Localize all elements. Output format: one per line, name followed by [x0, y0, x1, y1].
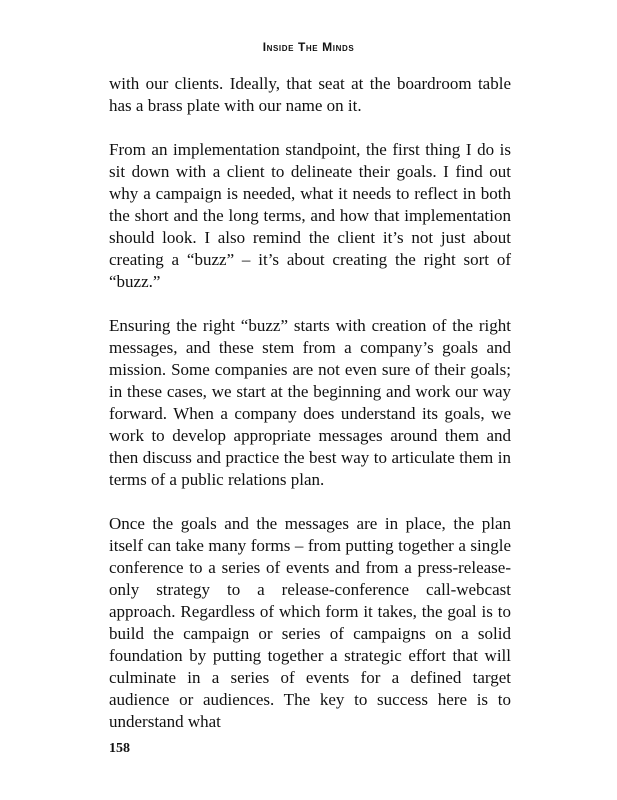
paragraph-3: Ensuring the right “buzz” starts with creation of the right messages, and these stem from a company’s goals and mission. Some companies are not even sure of their goals; in these cases, we start at the beginning and work our way forward. When a company does understand its goals, we work to develop appropriate messages around them and then discuss and practice the best way to articulate them in terms of a public relations plan.	[109, 316, 511, 489]
paragraph-2: From an implementation standpoint, the first thing I do is sit down with a client to delineate their goals. I find out why a campaign is needed, what it needs to reflect in both the short and the long terms, and how that implementation should look. I also remind the client it’s not just about creating a “buzz” – it’s about creating the right sort of “buzz.”	[109, 140, 511, 291]
paragraph-1: with our clients. Ideally, that seat at the boardroom table has a brass plate with our name on it.	[109, 74, 511, 115]
page-number: 158	[109, 741, 130, 756]
paragraph-4: Once the goals and the messages are in place, the plan itself can take many forms – from putting together a single conference to a series of events and from a press-release-only strategy to a release-conference call-webcast approach. Regardless of which form it takes, the goal is to build the campaign or series of campaigns on a solid foundation by putting together a strategic effort that will culminate in a series of events for a defined target audience or audiences. The key to success here is to understand what	[109, 514, 511, 731]
running-head: Inside The Minds	[262, 40, 355, 54]
body-text	[109, 73, 511, 755]
